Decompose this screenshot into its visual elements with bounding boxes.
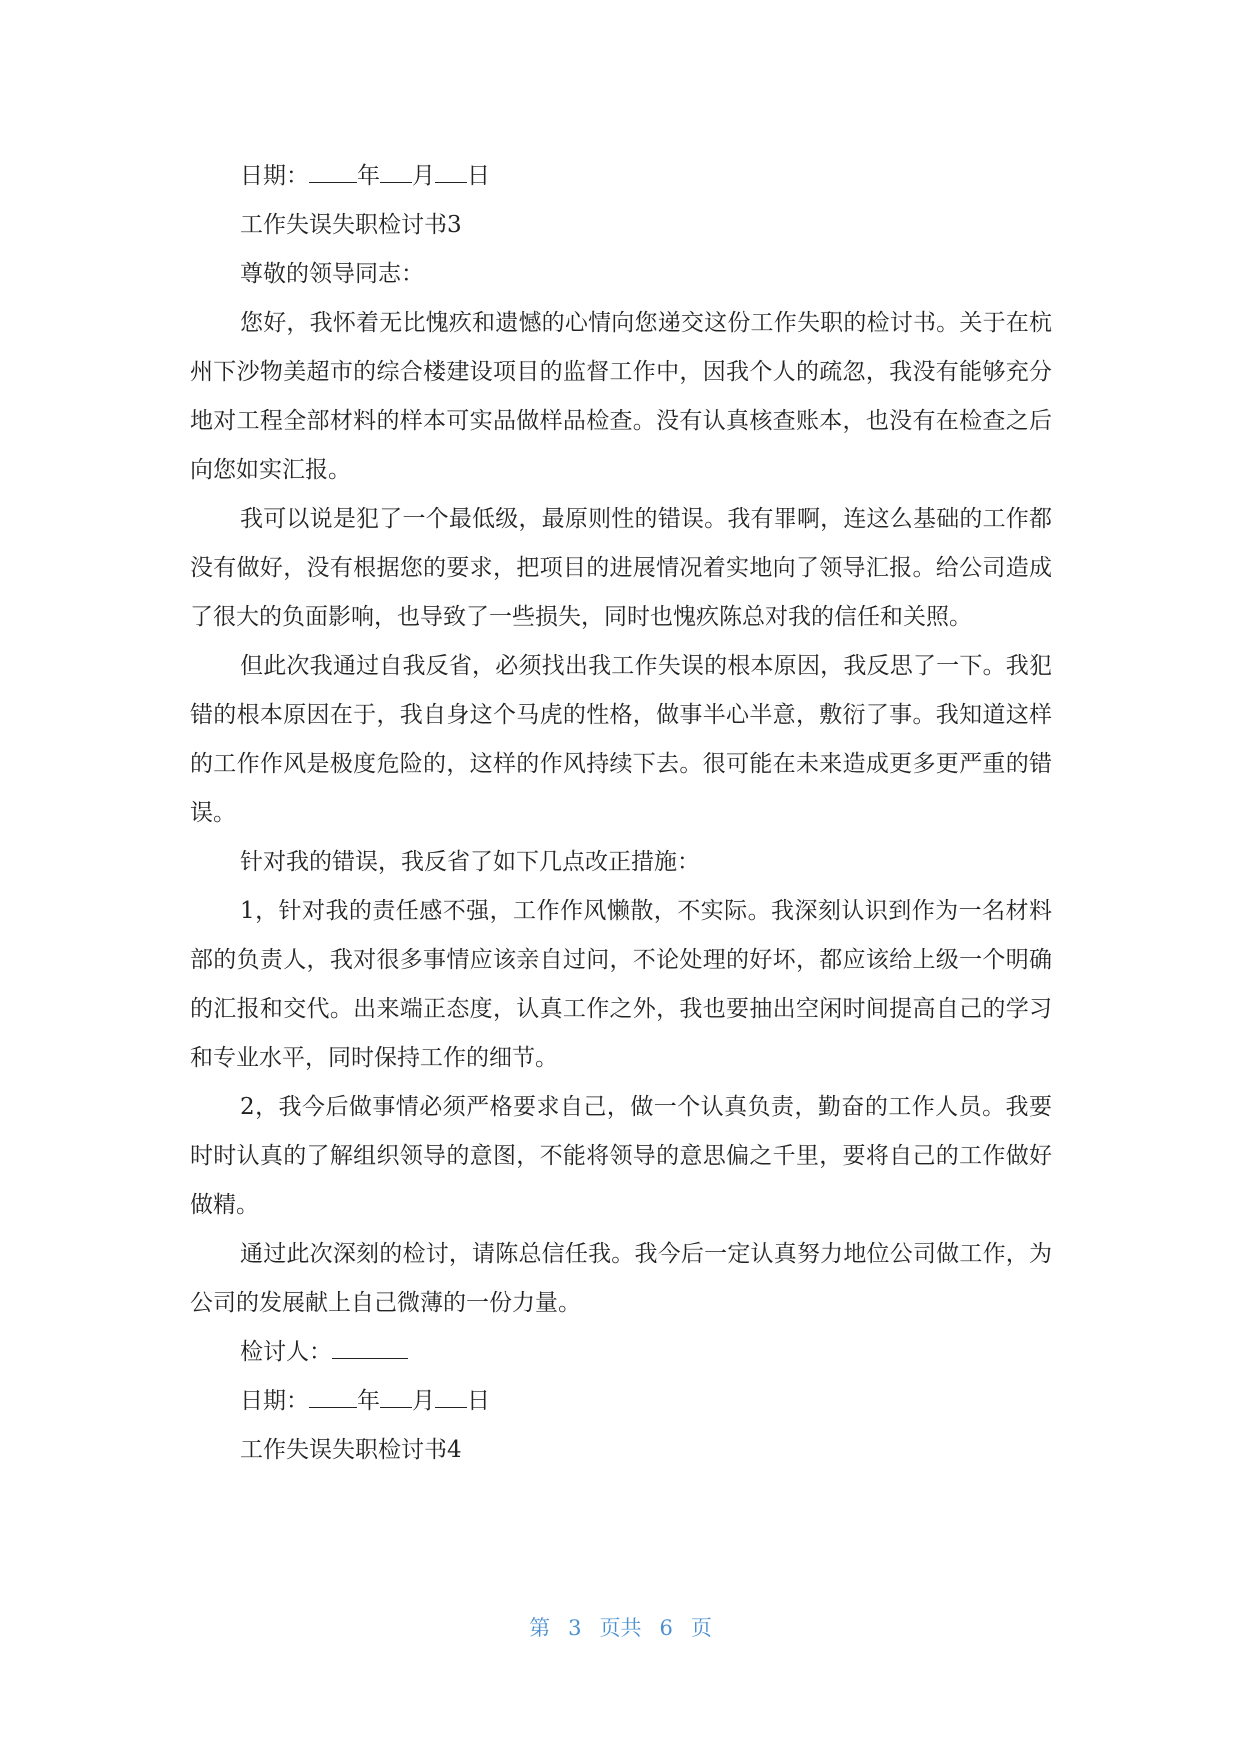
paragraph-measures-intro: 针对我的错误，我反省了如下几点改正措施： bbox=[240, 849, 700, 875]
page-footer bbox=[0, 1612, 1241, 1642]
month-blank bbox=[380, 1387, 412, 1408]
footer-di: 第 bbox=[529, 1616, 551, 1640]
day-label: 日 bbox=[467, 1388, 490, 1414]
day-blank bbox=[435, 162, 467, 183]
year-blank bbox=[309, 1387, 357, 1408]
day-label: 日 bbox=[467, 163, 490, 189]
signer-line bbox=[190, 1328, 1052, 1377]
document-body bbox=[190, 152, 1052, 1475]
date-label: 日期： bbox=[240, 1388, 309, 1414]
salutation: 尊敬的领导同志： bbox=[240, 261, 424, 287]
signer-label: 检讨人： bbox=[240, 1339, 332, 1365]
paragraph-measure-2: 2，我今后做事情必须严格要求自己，做一个认真负责，勤奋的工作人员。我要时时认真的了解组织领导的意图，不能将领导的意思偏之千里，要将自己的工作做好做精。 bbox=[190, 1094, 1052, 1218]
paragraph-closing: 通过此次深刻的检讨，请陈总信任我。我今后一定认真努力地位公司做工作，为公司的发展献上自己微薄的一份力量。 bbox=[190, 1241, 1052, 1316]
footer-ye: 页 bbox=[690, 1616, 712, 1640]
date-label: 日期： bbox=[240, 163, 309, 189]
paragraph-measure-1: 1，针对我的责任感不强，工作作风懒散，不实际。我深刻认识到作为一名材料部的负责人，我对很多事情应该亲自过问，不论处理的好坏，都应该给上级一个明确的汇报和交代。出来端正态度，认真工作之外，我也要抽出空闲时间提高自己的学习和专业水平，同时保持工作的细节。 bbox=[190, 898, 1052, 1071]
section-heading-4: 工作失误失职检讨书4 bbox=[240, 1437, 462, 1463]
year-label: 年 bbox=[357, 163, 380, 189]
paragraph-apology: 您好，我怀着无比愧疚和遗憾的心情向您递交这份工作失职的检讨书。关于在杭州下沙物美超市的综合楼建设项目的监督工作中，因我个人的疏忽，我没有能够充分地对工程全部材料的样本可实品做样品检查。没有认真核查账本，也没有在检查之后向您如实汇报。 bbox=[190, 310, 1052, 483]
month-blank bbox=[380, 162, 412, 183]
signer-blank bbox=[332, 1338, 408, 1359]
footer-page-number: 3 bbox=[568, 1616, 582, 1640]
paragraph-mistake: 我可以说是犯了一个最低级，最原则性的错误。我有罪啊，连这么基础的工作都没有做好，没有根据您的要求，把项目的进展情况着实地向了领导汇报。给公司造成了很大的负面影响，也导致了一些损失，同时也愧疚陈总对我的信任和关照。 bbox=[190, 506, 1052, 630]
day-blank bbox=[435, 1387, 467, 1408]
paragraph-reflection: 但此次我通过自我反省，必须找出我工作失误的根本原因，我反思了一下。我犯错的根本原因在于，我自身这个马虎的性格，做事半心半意，敷衍了事。我知道这样的工作作风是极度危险的，这样的作风持续下去。很可能在未来造成更多更严重的错误。 bbox=[190, 653, 1052, 826]
year-label: 年 bbox=[357, 1388, 380, 1414]
date-line bbox=[190, 152, 1052, 201]
month-label: 月 bbox=[412, 163, 435, 189]
month-label: 月 bbox=[412, 1388, 435, 1414]
footer-ye-gong: 页共 bbox=[599, 1616, 642, 1640]
date-line-2 bbox=[190, 1377, 1052, 1426]
footer-total-pages: 6 bbox=[659, 1616, 673, 1640]
section-heading-3: 工作失误失职检讨书3 bbox=[240, 212, 462, 238]
year-blank bbox=[309, 162, 357, 183]
